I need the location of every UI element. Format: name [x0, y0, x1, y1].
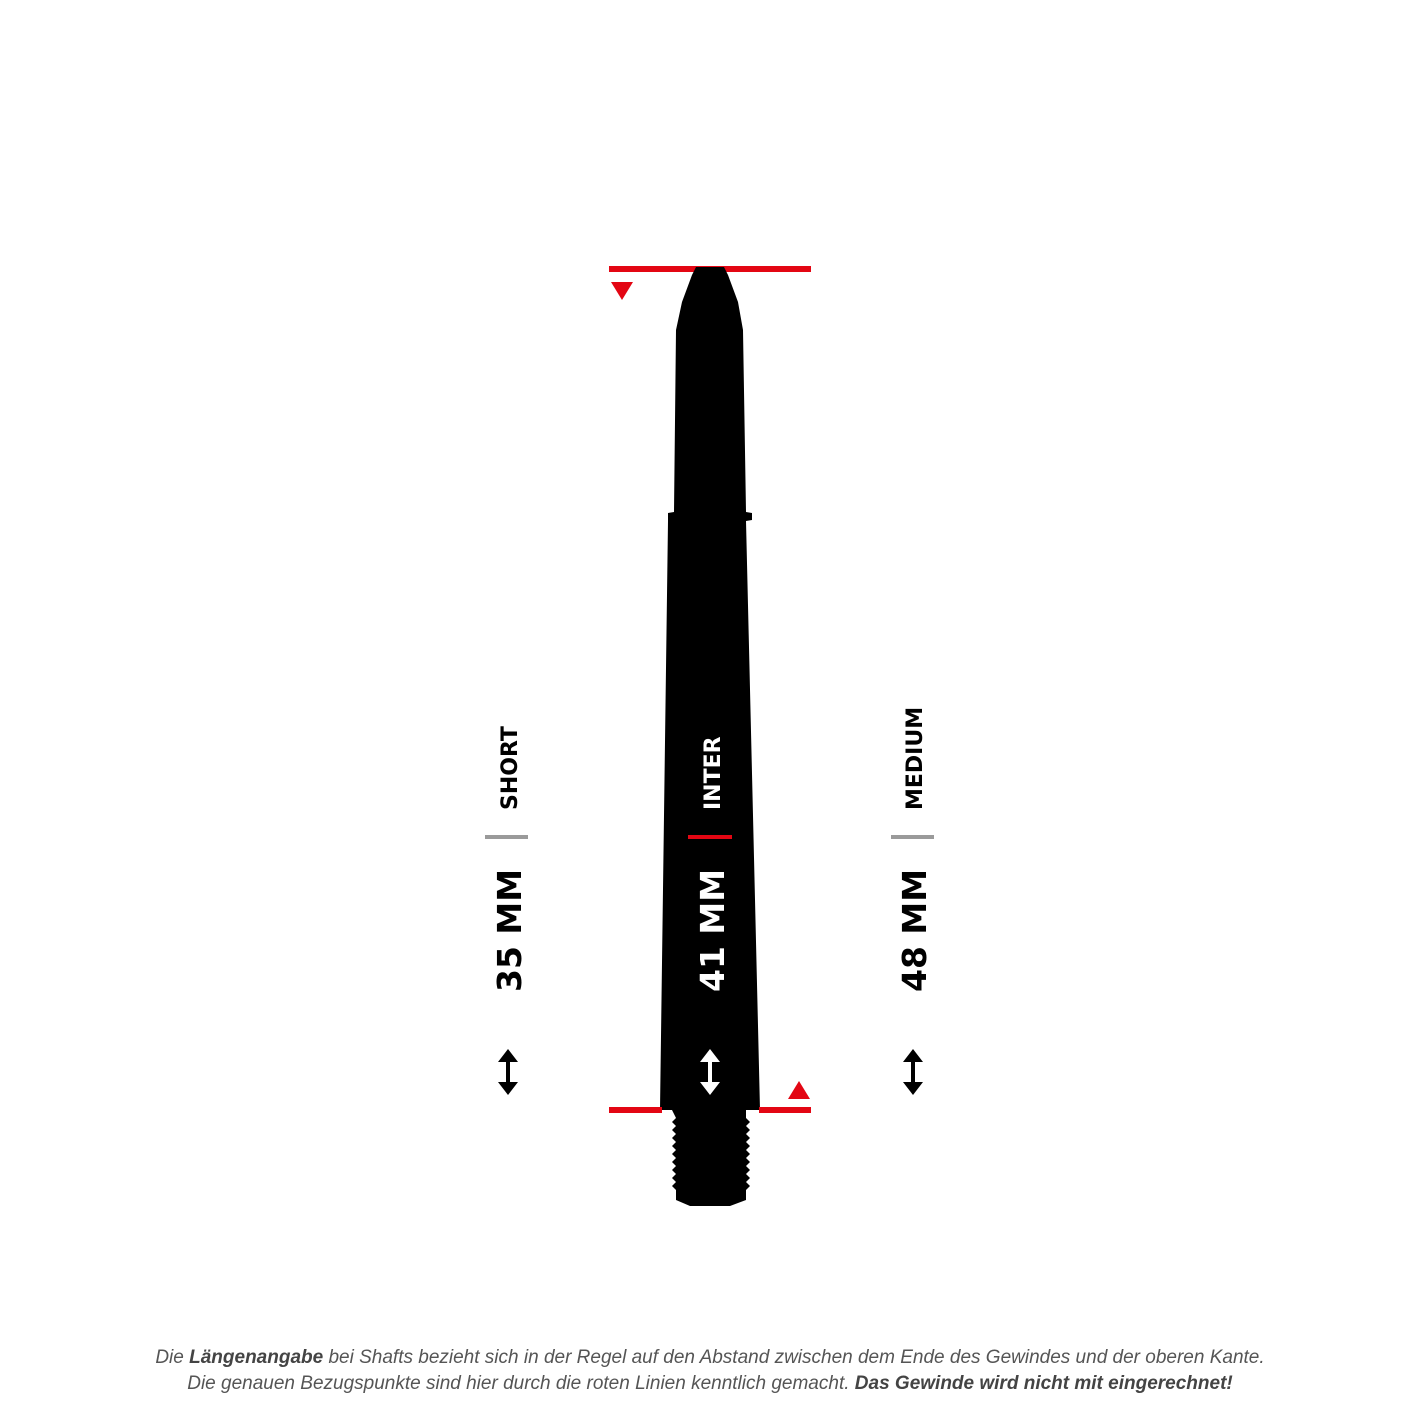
shaft-thread — [672, 1110, 750, 1206]
caption-line-2-bold: Das Gewinde wird nicht mit eingerechnet! — [854, 1373, 1233, 1394]
triangle-up-icon — [788, 1081, 810, 1099]
separator-short — [485, 835, 528, 839]
size-length-medium: 48 MM — [895, 868, 934, 992]
bottom-reference-line-right — [759, 1107, 811, 1113]
size-length-inter: 41 MM — [693, 868, 732, 992]
caption-line-2 — [0, 1371, 1420, 1397]
separator-medium — [891, 835, 934, 839]
caption-line-1-pre: Die — [155, 1347, 190, 1368]
caption-line-2-pre: Die genauen Bezugspunkte sind hier durch die roten Linien kenntlich gemacht. — [187, 1373, 855, 1394]
triangle-down-icon — [611, 282, 633, 300]
size-name-short: SHORT — [498, 726, 523, 810]
caption-line-1 — [0, 1345, 1420, 1371]
caption-line-1-post: bei Shafts bezieht sich in der Regel auf den Abstand zwischen dem Ende des Gewindes und der oberen Kante. — [323, 1347, 1265, 1368]
size-name-inter: INTER — [701, 736, 726, 810]
bottom-reference-line-left — [609, 1107, 662, 1113]
separator-inter — [688, 835, 732, 839]
double-arrow-icon — [498, 1049, 518, 1095]
caption-line-1-bold: Längenangabe — [189, 1347, 324, 1368]
size-name-medium: MEDIUM — [903, 706, 928, 810]
size-length-short: 35 MM — [490, 868, 529, 992]
double-arrow-icon — [903, 1049, 923, 1095]
